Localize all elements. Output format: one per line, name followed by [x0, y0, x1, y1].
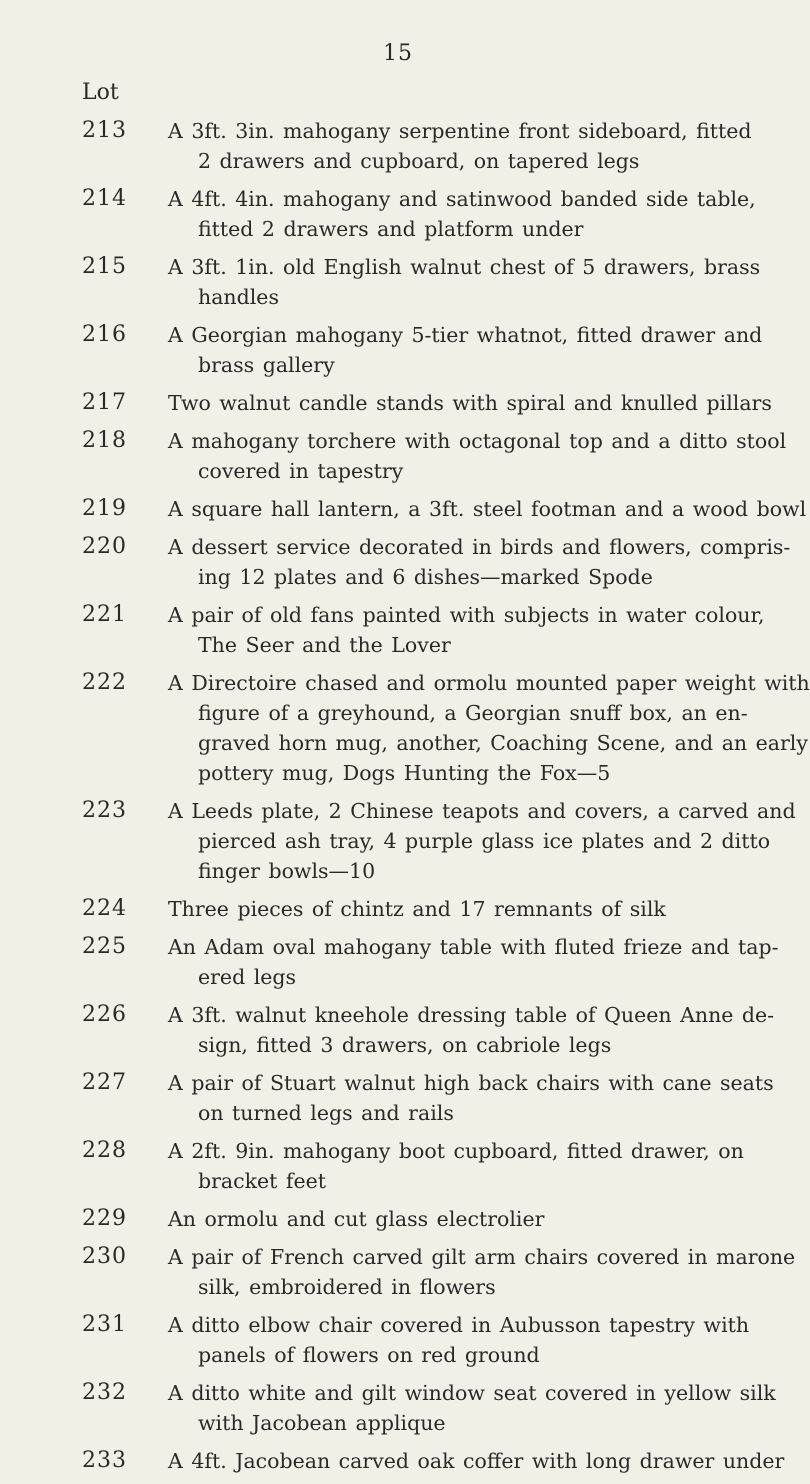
lot-description	[168, 1000, 786, 1060]
lot-number: 231	[82, 1312, 127, 1337]
lot-description-line: Two walnut candle stands with spiral and knulled pillars	[168, 391, 772, 415]
lot-description	[168, 1378, 786, 1438]
lot-description-line: A pair of Stuart walnut high back chairs with cane seats	[168, 1071, 774, 1095]
lot-number: 214	[82, 186, 127, 211]
lot-description-line: A Leeds plate, 2 Chinese teapots and covers, a carved and	[168, 799, 796, 823]
lot-description-line: covered in tapestry	[198, 459, 404, 483]
lot-number: 218	[82, 428, 127, 453]
lot-description	[168, 184, 786, 244]
lot-entry	[0, 184, 801, 244]
lot-description-line: panels of flowers on red ground	[198, 1343, 540, 1367]
lot-number: 226	[82, 1002, 127, 1027]
lot-entry	[0, 532, 801, 592]
lot-description-line: A 4ft. Jacobean carved oak coffer with long drawer under	[168, 1449, 785, 1473]
lot-number: 225	[82, 934, 127, 959]
lot-entry	[0, 668, 810, 788]
lot-number: 224	[82, 896, 127, 921]
lot-entry	[0, 796, 801, 886]
lot-entry	[0, 320, 801, 380]
lot-description	[168, 1068, 786, 1128]
lot-description	[168, 320, 786, 380]
lot-description-line: A 3ft. 3in. mahogany serpentine front sideboard, fitted	[168, 119, 752, 143]
lot-description	[168, 1310, 786, 1370]
lot-description-line: Three pieces of chintz and 17 remnants of silk	[168, 897, 666, 921]
lot-description	[168, 894, 786, 924]
lot-entry	[0, 1242, 801, 1302]
lot-description-line: A square hall lantern, a 3ft. steel footman and a wood bowl	[168, 497, 807, 521]
lot-list	[0, 116, 810, 1484]
lot-entry	[0, 1310, 801, 1370]
lot-column-heading: Lot	[82, 80, 119, 105]
lot-entry	[0, 388, 801, 418]
lot-number: 233	[82, 1448, 127, 1473]
lot-description-line: A 4ft. 4in. mahogany and satinwood banded side table,	[168, 187, 756, 211]
lot-entry	[0, 116, 801, 176]
lot-description	[168, 388, 786, 418]
lot-description-line: silk, embroidered in flowers	[198, 1275, 496, 1299]
lot-description-line: brass gallery	[198, 353, 335, 377]
lot-description	[168, 494, 807, 524]
lot-description-line: A 3ft. walnut kneehole dressing table of Queen Anne de-	[168, 1003, 775, 1027]
lot-description-line: on turned legs and rails	[198, 1101, 454, 1125]
lot-description	[168, 932, 786, 992]
lot-description	[168, 796, 796, 886]
lot-entry	[0, 1136, 801, 1196]
lot-description-line: figure of a greyhound, a Georgian snuff box, an en-	[198, 701, 748, 725]
lot-description-line: A pair of old fans painted with subjects in water colour,	[168, 603, 765, 627]
lot-number: 228	[82, 1138, 127, 1163]
lot-description	[168, 600, 786, 660]
lot-description-line: A dessert service decorated in birds and flowers, compris-	[168, 535, 791, 559]
lot-number: 221	[82, 602, 127, 627]
lot-description-line: A Directoire chased and ormolu mounted paper weight with	[168, 671, 810, 695]
lot-entry	[0, 426, 801, 486]
lot-number: 219	[82, 496, 127, 521]
lot-number: 220	[82, 534, 127, 559]
lot-entry	[0, 494, 807, 524]
page-number: 15	[383, 41, 413, 66]
lot-entry	[0, 932, 801, 992]
lot-number: 223	[82, 798, 127, 823]
lot-description-line: handles	[198, 285, 279, 309]
lot-description	[168, 668, 810, 788]
lot-entry	[0, 600, 801, 660]
lot-number: 217	[82, 390, 127, 415]
lot-description-line: An Adam oval mahogany table with fluted frieze and tap-	[168, 935, 779, 959]
lot-description	[168, 252, 786, 312]
lot-description-line: pottery mug, Dogs Hunting the Fox—5	[198, 761, 611, 785]
lot-description-line: A ditto elbow chair covered in Aubusson tapestry with	[168, 1313, 750, 1337]
lot-number: 215	[82, 254, 127, 279]
lot-number: 227	[82, 1070, 127, 1095]
lot-entry	[0, 252, 801, 312]
lot-entry	[0, 1446, 801, 1476]
lot-description-line: graved horn mug, another, Coaching Scene, and an early	[198, 731, 808, 755]
lot-description-line: with Jacobean applique	[198, 1411, 446, 1435]
lot-description-line: An ormolu and cut glass electrolier	[168, 1207, 545, 1231]
lot-description-line: A mahogany torchere with octagonal top and a ditto stool	[168, 429, 787, 453]
lot-description-line: finger bowls—10	[198, 859, 376, 883]
lot-description-line: pierced ash tray, 4 purple glass ice plates and 2 ditto	[198, 829, 771, 853]
lot-description	[168, 1136, 786, 1196]
lot-description-line: sign, fitted 3 drawers, on cabriole legs	[198, 1033, 612, 1057]
lot-description	[168, 532, 791, 592]
lot-description-line: fitted 2 drawers and platform under	[198, 217, 584, 241]
lot-description-line: A pair of French carved gilt arm chairs covered in marone	[168, 1245, 796, 1269]
lot-description-line: 2 drawers and cupboard, on tapered legs	[198, 149, 640, 173]
lot-description	[168, 1242, 796, 1302]
lot-description	[168, 1446, 786, 1476]
lot-description-line: ing 12 plates and 6 dishes—marked Spode	[198, 565, 653, 589]
lot-entry	[0, 1378, 801, 1438]
lot-entry	[0, 1000, 801, 1060]
lot-description-line: A 2ft. 9in. mahogany boot cupboard, fitted drawer, on	[168, 1139, 744, 1163]
lot-number: 222	[82, 670, 127, 695]
lot-number: 230	[82, 1244, 127, 1269]
lot-number: 232	[82, 1380, 127, 1405]
lot-description-line: A ditto white and gilt window seat covered in yellow silk	[168, 1381, 776, 1405]
lot-description-line: A Georgian mahogany 5-tier whatnot, fitted drawer and	[168, 323, 763, 347]
lot-description-line: A 3ft. 1in. old English walnut chest of 5 drawers, brass	[168, 255, 761, 279]
lot-description-line: The Seer and the Lover	[198, 633, 451, 657]
lot-description-line: ered legs	[198, 965, 297, 989]
lot-number: 229	[82, 1206, 127, 1231]
lot-description	[168, 1204, 786, 1234]
lot-entry	[0, 1068, 801, 1128]
lot-number: 216	[82, 322, 127, 347]
lot-entry	[0, 1204, 801, 1234]
lot-entry	[0, 894, 801, 924]
lot-description	[168, 116, 786, 176]
lot-number: 213	[82, 118, 127, 143]
lot-description-line: bracket feet	[198, 1169, 327, 1193]
lot-description	[168, 426, 786, 486]
